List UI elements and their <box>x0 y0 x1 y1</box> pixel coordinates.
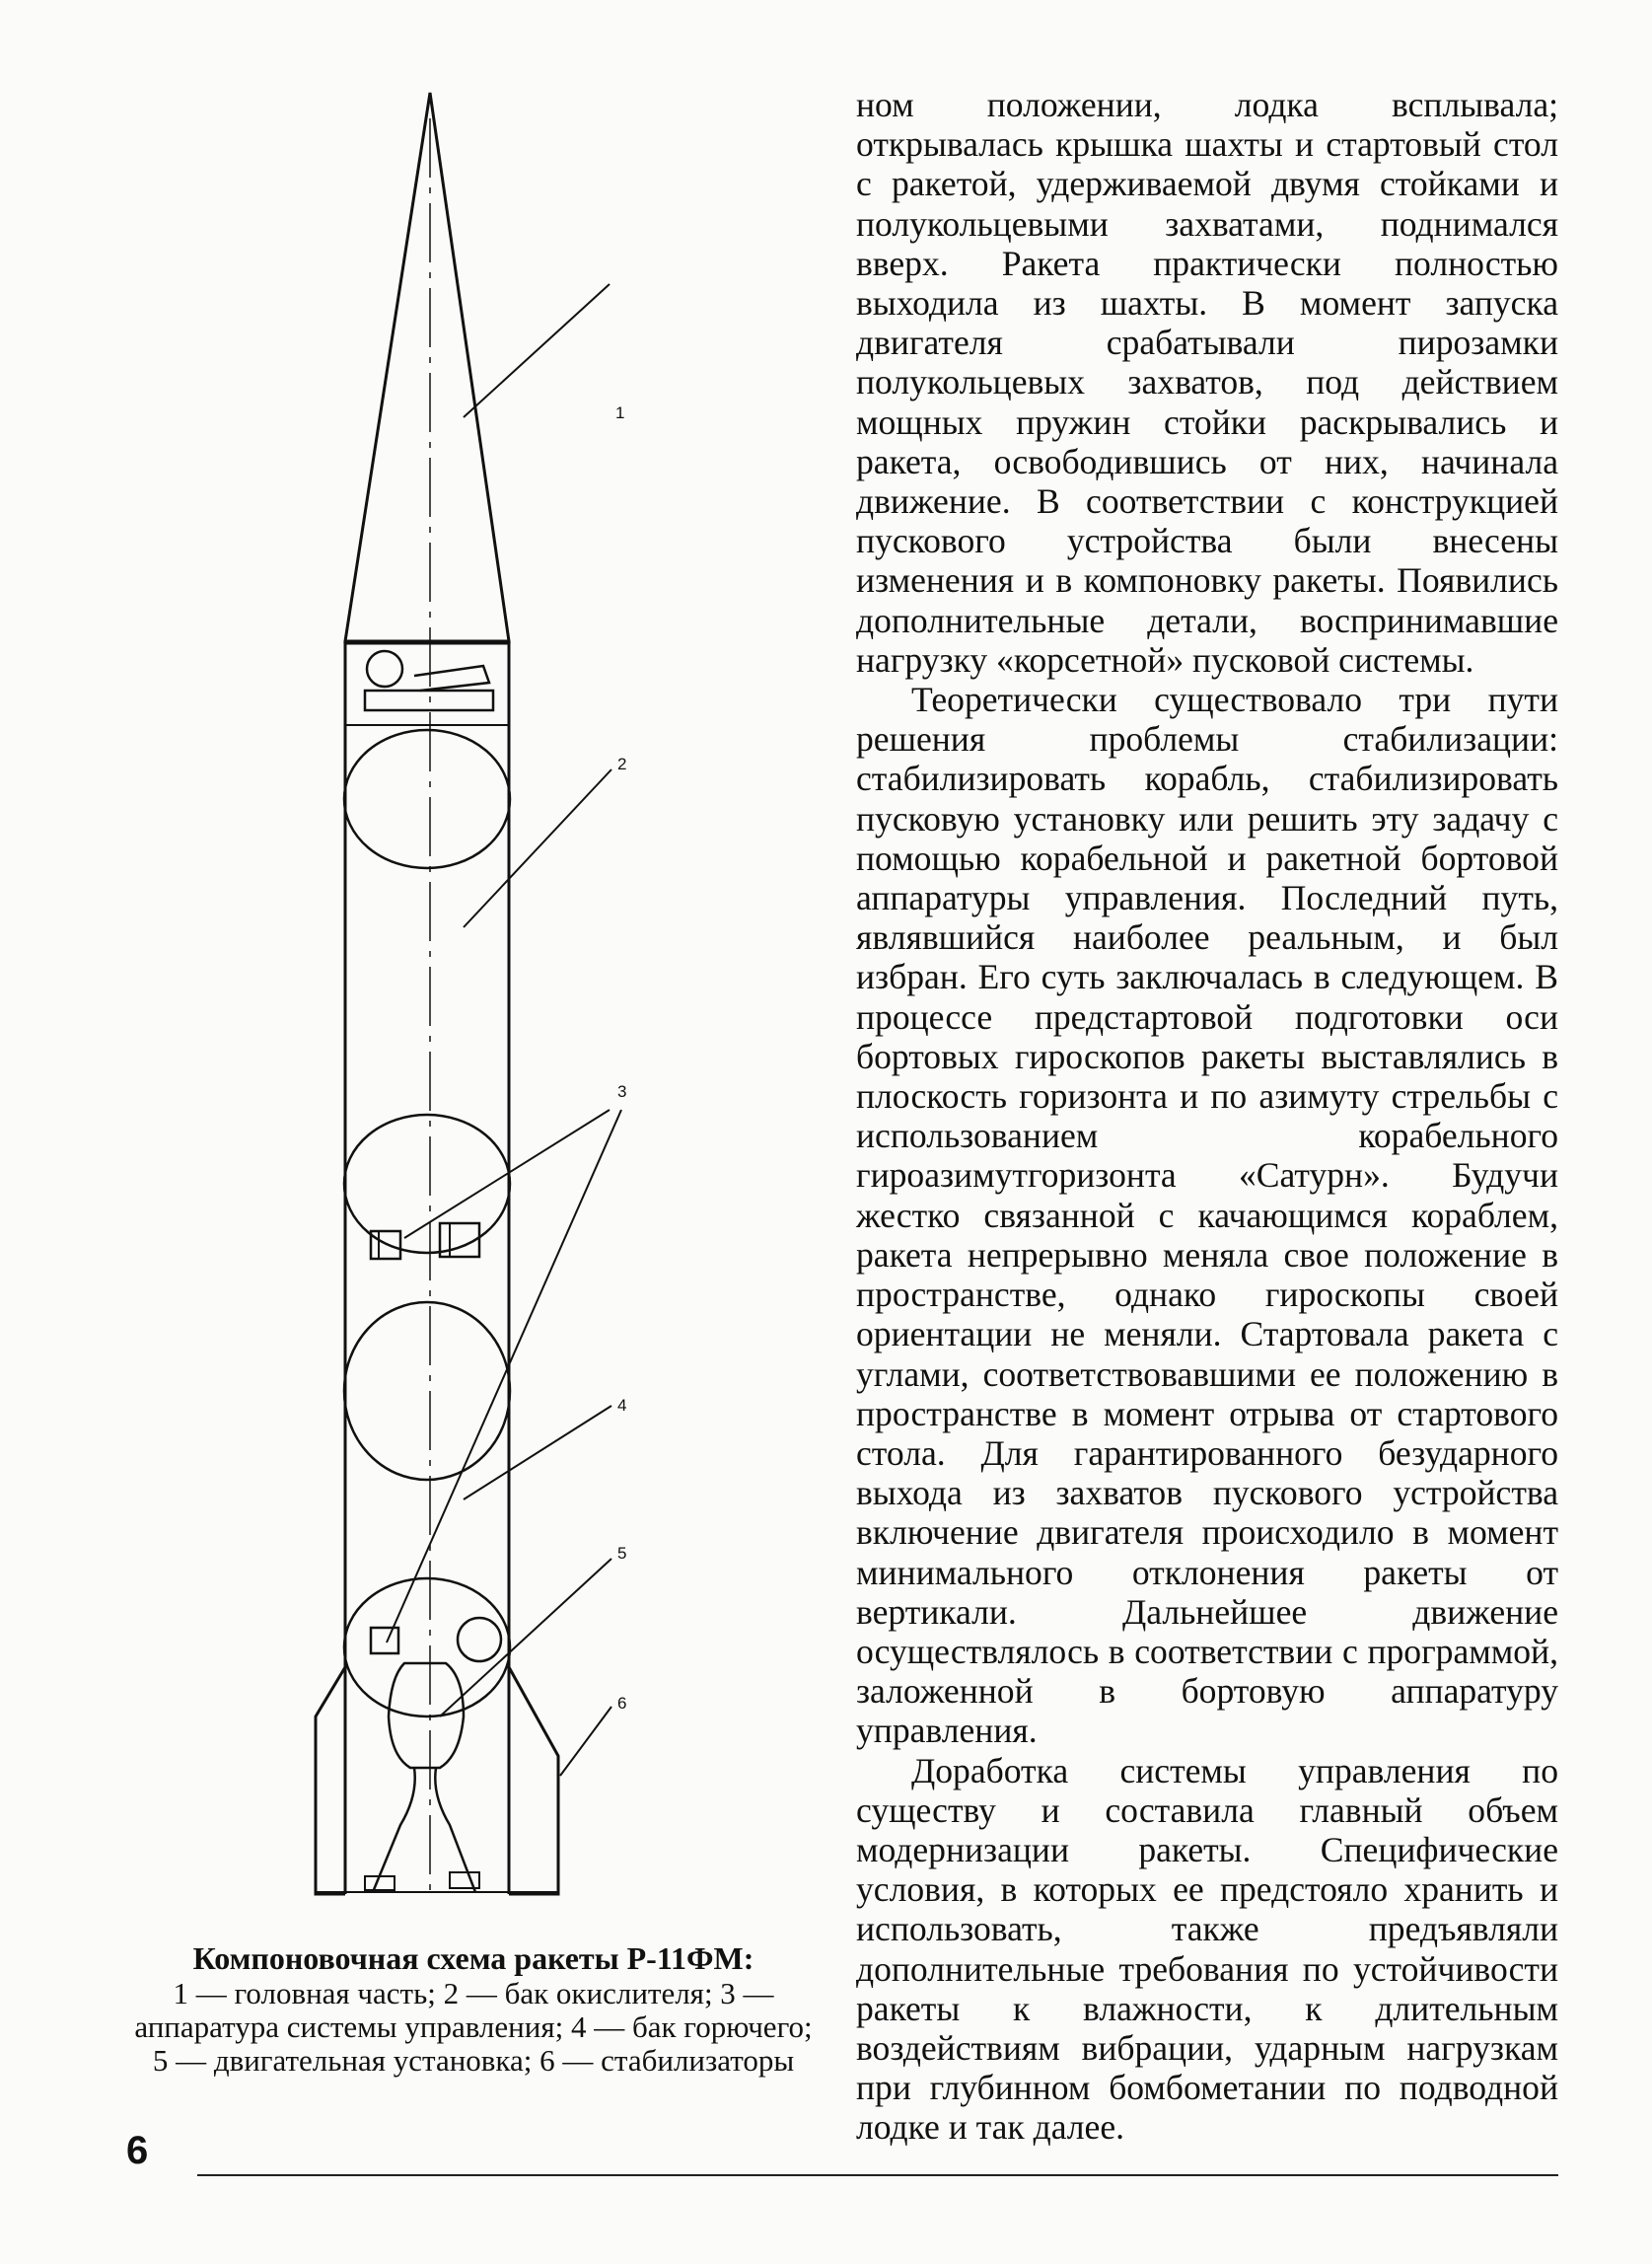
leader-line-1 <box>464 284 610 417</box>
control-box-3 <box>371 1628 398 1653</box>
caption-legend: 1 — головная часть; 2 — бак окислителя; 3 — аппаратура системы управления; 4 — бак горючего; 5 — двигательная установка; 6 — стабилизаторы <box>134 1976 813 2078</box>
oxidizer-tank-bottom <box>344 1115 510 1253</box>
nose-cone <box>345 93 509 641</box>
leader-line-3a <box>404 1110 610 1238</box>
body-text-column <box>856 85 1558 2148</box>
callout-6: 6 <box>617 1694 627 1713</box>
callout-2: 2 <box>617 755 627 773</box>
fuel-tank-top <box>344 1302 510 1480</box>
paragraph-3: Доработка системы управления по существу и составила главный объем модернизации ракеты. Специфические условия, в которых ее предстояло хранить и использовать, также предъявляли дополнительные требования по устойчивости ракеты к влажности, к длительным воздействиям вибрации, ударным нагрузкам при глубинном бомбометании по подводной лодке и так далее. <box>856 1750 1558 2148</box>
footer-rule <box>197 2174 1558 2176</box>
figure-caption <box>133 1941 814 2078</box>
aux-sphere <box>458 1618 501 1661</box>
leader-line-6 <box>560 1707 611 1776</box>
paragraph-1: ном положении, лодка всплывала; открывалась крышка шахты и стартовый стол с ракетой, удерживаемой двумя стойками и полукольцевыми захватами, поднимался вверх. Ракета практически полностью выходила из шахты. В момент запуска двигателя срабатывали пирозамки полукольцевых захватов, под действием мощных пружин стойки раскрывались и ракета, освободившись от них, начинала движение. В соответствии с конструкцией пускового устройства были внесены изменения и в компоновку ракеты. Появились дополнительные детали, воспринимавшие нагрузку «корсетной» пусковой системы. <box>856 85 1558 680</box>
paragraph-2: Теоретически существовало три пути решения проблемы стабилизации: стабилизировать корабль, стабилизировать пусковую установку или решить эту задачу с помощью корабельной и ракетной бортовой аппаратуры управления. Последний путь, являвшийся наиболее реальным, и был избран. Его суть заключалась в следующем. В процессе предстартовой подготовки оси бортовых гироскопов ракеты выставлялись в плоскость горизонта и по азимуту стрельбы с использованием корабельного гироазимутгоризонта «Сатурн». Будучи жестко связанной с качающимся кораблем, ракета непрерывно меняла свое положение в пространстве, однако гироскопы своей ориентации не меняли. Стартовала ракета с углами, соответствовавшими ее положению в пространстве в момент отрыва от стартового стола. Для гарантированного безударного выхода из захватов пускового устройства включение двигателя происходило в момент минимального отклонения ракеты от вертикали. Дальнейшее движение осуществлялось в соответствии с программой, заложенной в бортовую аппаратуру управления. <box>856 680 1558 1751</box>
callout-1: 1 <box>615 403 625 422</box>
callout-4: 4 <box>617 1396 627 1415</box>
oxidizer-tank-top <box>344 730 510 868</box>
equipment-sphere <box>367 651 402 687</box>
leader-line-3b <box>387 1110 621 1643</box>
callout-3: 3 <box>617 1082 627 1101</box>
callout-5: 5 <box>617 1544 627 1563</box>
leader-line-5 <box>440 1559 611 1716</box>
stabilizer-left <box>316 1667 345 1894</box>
page-number: 6 <box>126 2129 149 2172</box>
engine-nozzle <box>373 1768 475 1892</box>
stabilizer-right <box>509 1667 558 1894</box>
fuel-tank-bottom <box>344 1578 510 1716</box>
caption-title: Компоновочная схема ракеты Р-11ФМ: <box>192 1940 754 1976</box>
rocket-layout-diagram <box>168 79 720 1934</box>
